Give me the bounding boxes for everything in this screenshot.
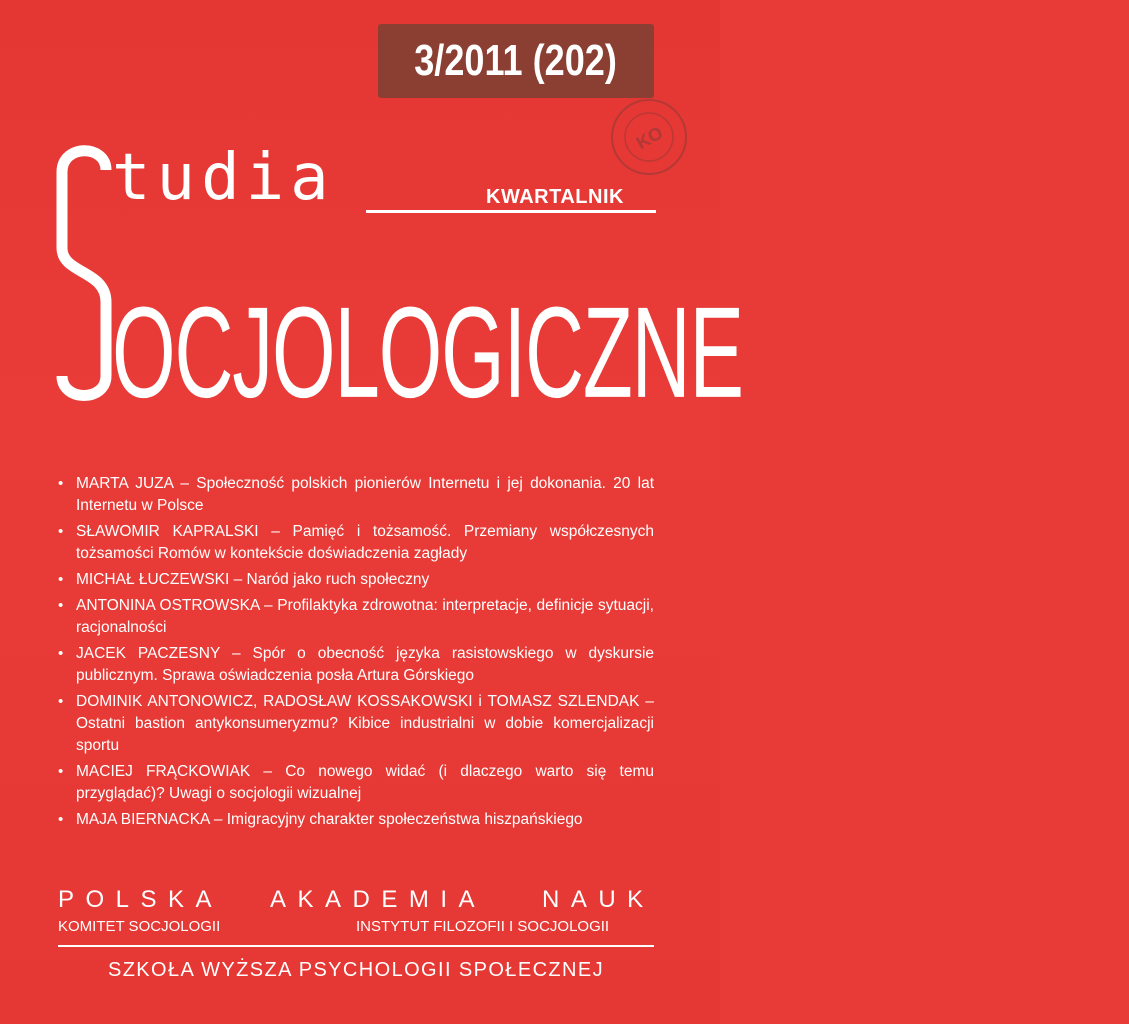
bullet-icon: • [58,475,64,492]
publisher-word-1: POLSKA [58,886,224,913]
bullet-icon: • [58,693,64,710]
journal-title-line1: tudia [112,141,335,215]
title-rule [366,210,656,213]
issue-number-badge [378,24,654,98]
contents-item: • MARTA JUZA – Społeczność polskich pionierów Internetu i jej dokonania. 20 lat Internetu w Polsce [58,475,655,514]
contents-author: JACEK PACZESNY [76,645,221,662]
contents-title: Imigracyjny charakter społeczeństwa hiszpańskiego [226,811,583,828]
publisher-unit-right: INSTYTUT FILOZOFII I SOCJOLOGII [356,918,610,935]
journal-title-line2-wrap [112,280,743,425]
contents-title: Społeczność polskich pionierów Internetu i jej dokonania. 20 lat Internetu w Polsce [76,475,655,514]
contents-author: MICHAŁ ŁUCZEWSKI [76,571,230,588]
contents-item: • JACEK PACZESNY – Spór o obecność języka rasistowskiego w dyskursie publicznym. Sprawa oświadczenia posła Artura Górskiego [58,645,655,684]
contents-title: Profilaktyka zdrowotna: interpretacje, definicje sytuacji, racjonalności [76,597,654,636]
title-initial-s [56,130,112,415]
contents-item: • SŁAWOMIR KAPRALSKI – Pamięć i tożsamość. Przemiany współczesnych tożsamości Romów w kontekście doświadczenia zagłady [58,523,654,562]
library-stamp-icon [608,96,690,178]
contents-author: DOMINIK ANTONOWICZ, RADOSŁAW KOSSAKOWSKI i TOMASZ SZLENDAK [76,693,640,710]
stamp-center-text: KO [632,122,667,154]
contents-title: Co nowego widać (i dlaczego warto się temu przyglądać)? Uwagi o socjologii wizualnej [76,763,654,802]
contents-title: Pamięć i tożsamość. Przemiany współczesnych tożsamości Romów w kontekście doświadczenia zagłady [76,523,654,562]
contents-title: Naród jako ruch społeczny [246,571,430,588]
bullet-icon: • [58,763,64,780]
bullet-icon: • [58,645,64,662]
contents-item: • MACIEJ FRĄCKOWIAK – Co nowego widać (i dlaczego warto się temu przyglądać)? Uwagi o socjologii wizualnej [58,763,654,802]
bullet-icon: • [58,571,64,588]
contents-author: MARTA JUZA [76,475,174,492]
contents-author: SŁAWOMIR KAPRALSKI [76,523,259,540]
publisher-word-3: NAUK [542,886,655,913]
journal-title-line2: OCJOLOGICZNE [112,280,743,425]
table-of-contents [58,473,654,835]
contents-author: MAJA BIERNACKA [76,811,210,828]
periodicity-label: KWARTALNIK [486,186,624,208]
bullet-icon: • [58,523,64,540]
publisher-name [58,886,654,916]
contents-author: MACIEJ FRĄCKOWIAK [76,763,251,780]
contents-title: Ostatni bastion antykonsumeryzmu? Kibice industrialni w dobie komercjalizacji sportu [76,715,654,754]
bullet-icon: • [58,811,64,828]
contents-title: Spór o obecność języka rasistowskiego w dyskursie publicznym. Sprawa oświadczenia posła Artura Górskiego [76,645,655,684]
contents-author: ANTONINA OSTROWSKA [76,597,260,614]
publisher-word-2: AKADEMIA [270,886,487,913]
co-publisher-name: SZKOŁA WYŻSZA PSYCHOLOGII SPOŁECZNEJ [107,959,605,981]
contents-item: • DOMINIK ANTONOWICZ, RADOSŁAW KOSSAKOWSKI i TOMASZ SZLENDAK – Ostatni bastion antykonsumeryzmu? Kibice industrialni w dobie komercjalizacji sportu [58,693,654,754]
bullet-icon: • [58,597,64,614]
publisher-unit-left: KOMITET SOCJOLOGII [58,918,221,935]
contents-item: • MAJA BIERNACKA – Imigracyjny charakter społeczeństwa hiszpańskiego [58,809,654,831]
contents-item: • MICHAŁ ŁUCZEWSKI – Naród jako ruch społeczny [58,569,654,591]
contents-item: • ANTONINA OSTROWSKA – Profilaktyka zdrowotna: interpretacje, definicje sytuacji, racjonalności [58,597,654,636]
footer-divider [58,945,654,947]
issue-number: 3/2011 (202) [414,36,618,85]
